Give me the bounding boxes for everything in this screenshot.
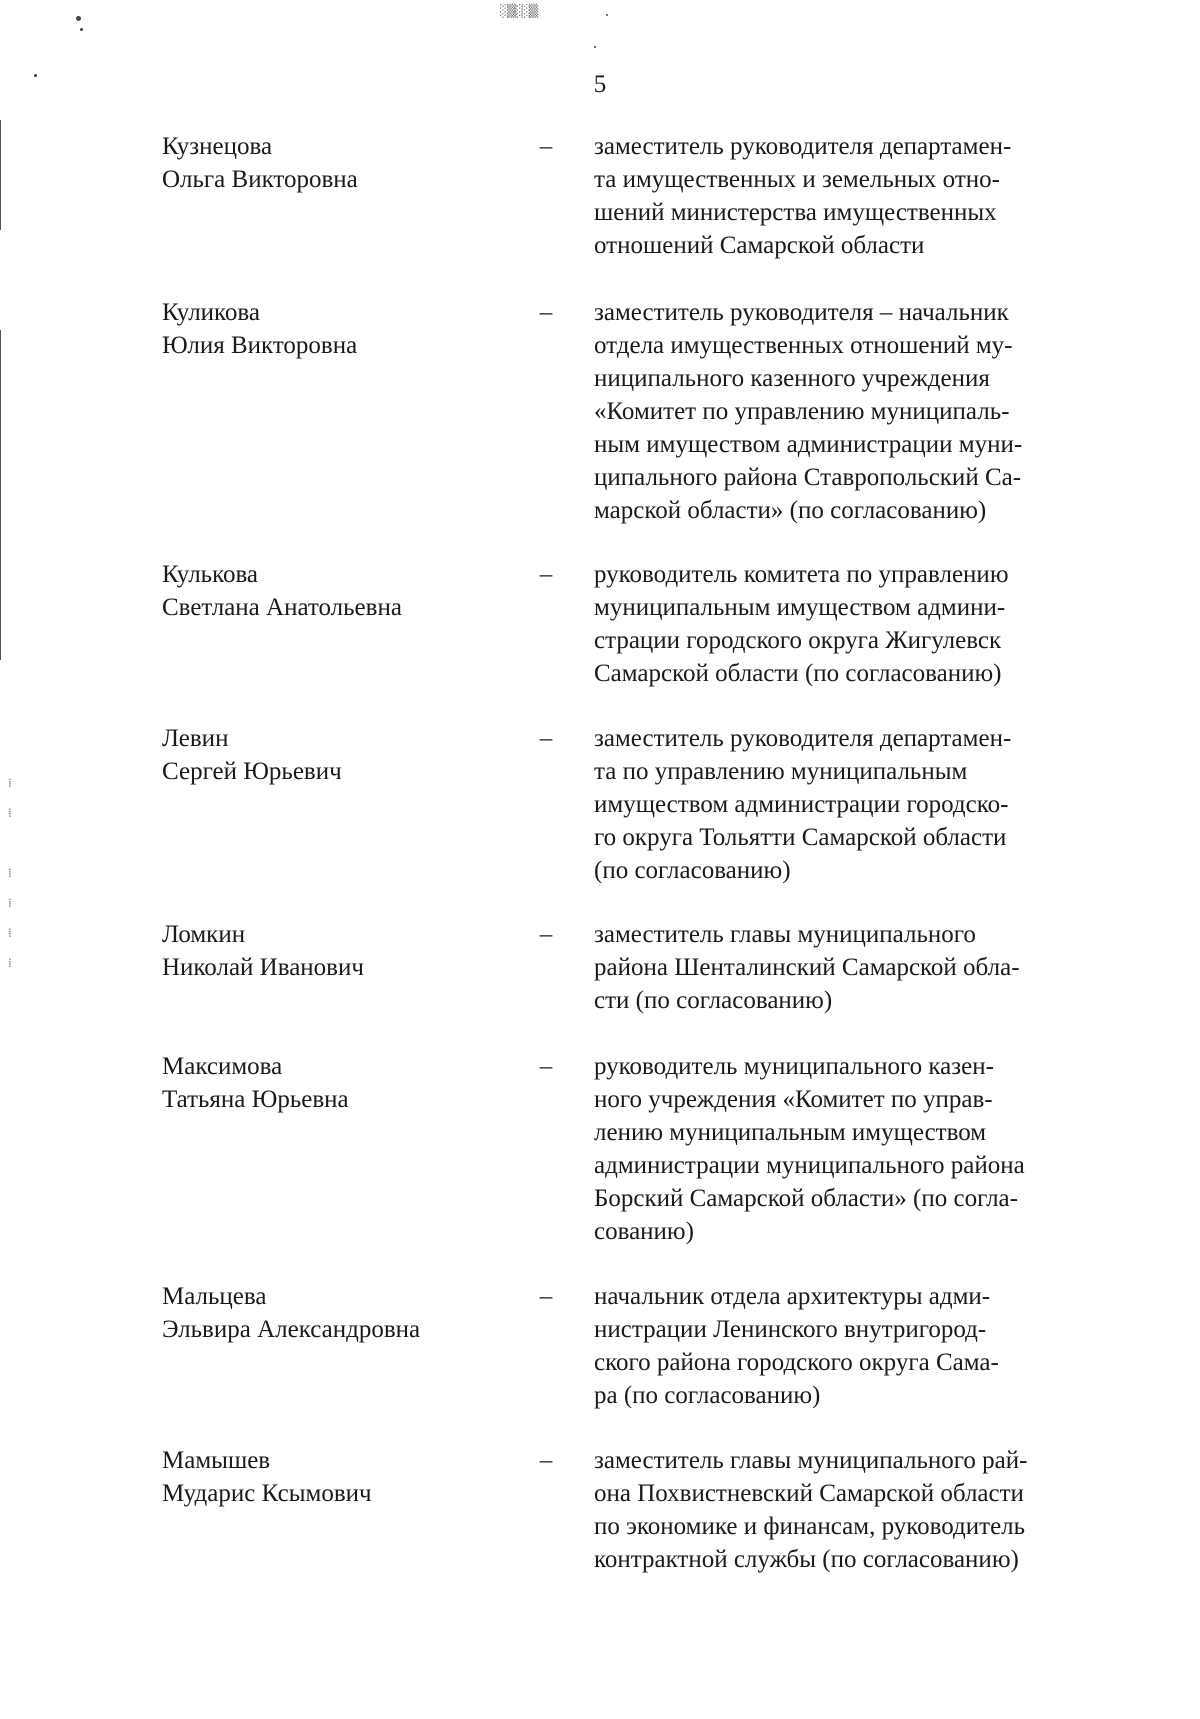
dash-separator: – (539, 133, 553, 160)
member-position: заместитель главы муниципального рай- она Похвистневский Самарской области по экономике и финансам, руководитель контрактной службы (по согласованию) (594, 1447, 1028, 1573)
member-position: заместитель главы муниципального района Шенталинский Самарской обла- сти (по согласованию) (594, 921, 1020, 1014)
member-name: Максимова Татьяна Юрьевна (162, 1053, 349, 1113)
member-position: заместитель руководителя – начальник отдела имущественных отношений му- ниципального казенного учреждения «Комитет по управлению муниципаль- ным имуществом администрации муни- ципального района Ставропольский Са- марской области» (по согласованию) (594, 299, 1023, 524)
dash-separator: – (539, 725, 553, 752)
scan-speck (80, 28, 83, 31)
dash-separator: – (539, 1053, 553, 1080)
member-name: Куликова Юлия Викторовна (162, 299, 358, 359)
scan-speck (76, 16, 81, 21)
member-name: Мамышев Мударис Ксымович (162, 1447, 372, 1507)
member-name: Кузнецова Ольга Викторовна (162, 133, 358, 193)
scan-speck (594, 46, 596, 48)
member-name: Левин Сергей Юрьевич (162, 725, 342, 785)
member-position: руководитель комитета по управлению муниципальным имуществом админи- страции городского округа Жигулевск Самарской области (по согласованию) (594, 561, 1009, 687)
member-name: Мальцева Эльвира Александровна (162, 1283, 421, 1343)
member-name: Кулькова Светлана Анатольевна (162, 561, 402, 621)
scan-speck (606, 14, 608, 16)
member-name: Ломкин Николай Иванович (162, 921, 364, 981)
scan-edge-line (0, 120, 1, 230)
member-position: руководитель муниципального казен- ного учреждения «Комитет по управ- лению муниципальным имуществом администрации муниципального района Борский Самарской области» (по согла- сованию) (594, 1053, 1025, 1245)
member-position: начальник отдела архитектуры адми- нистрации Ленинского внутригород- ского района городского округа Сама- ра (по согласованию) (594, 1283, 999, 1409)
scan-artifact-mark: ⁞ ⁞ ⁞ ⁞ ⁞ ⁞ (8, 776, 12, 970)
dash-separator: – (539, 299, 553, 326)
scan-edge-line (0, 330, 1, 660)
dash-separator: – (539, 1283, 553, 1310)
dash-separator: – (539, 921, 553, 948)
dash-separator: – (539, 1447, 553, 1474)
scan-artifact-mark: ░▒░░▒ (500, 4, 537, 18)
member-position: заместитель руководителя департамен- та по управлению муниципальным имуществом администрации городско- го округа Тольятти Самарской области (по согласованию) (594, 725, 1012, 884)
page-number: 5 (593, 71, 607, 98)
member-position: заместитель руководителя департамен- та имущественных и земельных отно- шений министерства имущественных отношений Самарской области (594, 133, 1012, 259)
dash-separator: – (539, 561, 553, 588)
